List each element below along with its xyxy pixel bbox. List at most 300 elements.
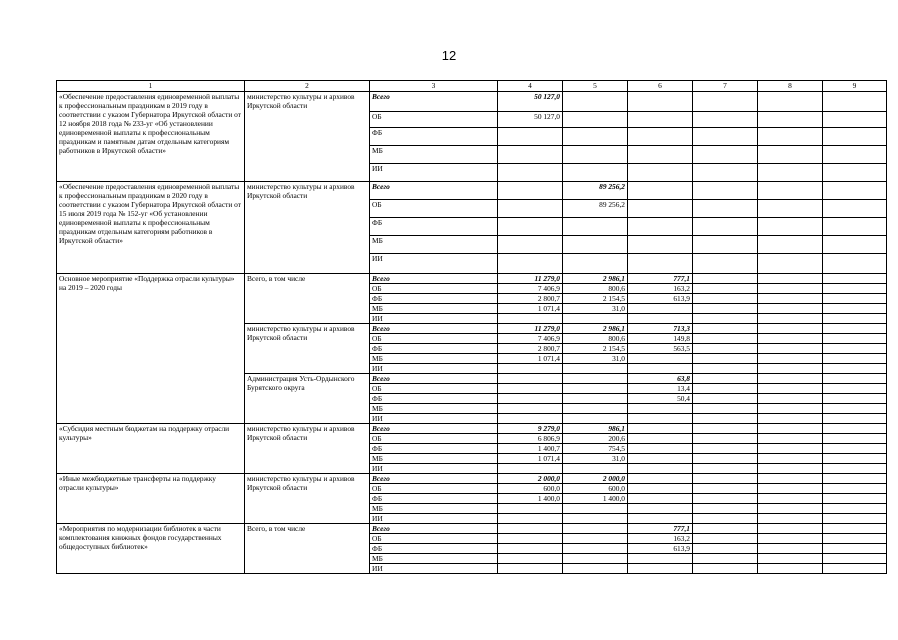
value-2019-cell — [498, 524, 563, 534]
executor-cell: Администрация Усть-Ордынского Бурятского округа — [245, 374, 370, 424]
value-2019-cell — [498, 218, 563, 236]
value-2019-cell — [498, 374, 563, 384]
value-col7-cell — [693, 474, 758, 484]
funding-source-cell: ИИ — [370, 314, 498, 324]
funding-source-cell: Всего — [370, 524, 498, 534]
value-col9-cell — [823, 218, 887, 236]
value-2021-cell — [628, 236, 693, 254]
funding-source-cell: ИИ — [370, 464, 498, 474]
value-2019-cell — [498, 534, 563, 544]
value-2021-cell — [628, 484, 693, 494]
value-col9-cell — [823, 334, 887, 344]
value-col7-cell — [693, 314, 758, 324]
value-2019-cell — [498, 414, 563, 424]
value-col8-cell — [758, 454, 823, 464]
value-2021-cell — [628, 444, 693, 454]
value-2020-cell — [563, 564, 628, 574]
page-number: 12 — [441, 48, 457, 63]
value-2020-cell — [563, 314, 628, 324]
value-2019-cell — [498, 504, 563, 514]
value-col8-cell — [758, 304, 823, 314]
value-2019-cell: 1 071,4 — [498, 454, 563, 464]
value-col7-cell — [693, 200, 758, 218]
header-cell: 7 — [693, 81, 758, 92]
value-col8-cell — [758, 394, 823, 404]
value-2019-cell: 11 279,0 — [498, 274, 563, 284]
value-2021-cell — [628, 434, 693, 444]
funding-source-cell: Всего — [370, 182, 498, 200]
funding-source-cell: Всего — [370, 424, 498, 434]
value-col7-cell — [693, 344, 758, 354]
value-2021-cell: 50,4 — [628, 394, 693, 404]
value-col7-cell — [693, 112, 758, 128]
executor-cell: министерство культуры и архивов Иркутской области — [245, 474, 370, 524]
table-row — [57, 274, 887, 284]
value-col7-cell — [693, 454, 758, 464]
value-col9-cell — [823, 534, 887, 544]
value-2019-cell — [498, 554, 563, 564]
value-col9-cell — [823, 554, 887, 564]
value-col8-cell — [758, 218, 823, 236]
value-2020-cell: 800,6 — [563, 284, 628, 294]
value-2019-cell — [498, 364, 563, 374]
value-2020-cell: 31,0 — [563, 454, 628, 464]
value-col8-cell — [758, 334, 823, 344]
funding-source-cell: МБ — [370, 504, 498, 514]
value-col7-cell — [693, 128, 758, 146]
table-row — [57, 92, 887, 112]
value-2020-cell — [563, 146, 628, 164]
value-col8-cell — [758, 514, 823, 524]
value-col7-cell — [693, 564, 758, 574]
value-2021-cell — [628, 564, 693, 574]
value-2020-cell: 31,0 — [563, 354, 628, 364]
value-2019-cell: 600,0 — [498, 484, 563, 494]
value-2021-cell: 613,9 — [628, 294, 693, 304]
value-col7-cell — [693, 92, 758, 112]
value-col8-cell — [758, 274, 823, 284]
funding-source-cell: МБ — [370, 354, 498, 364]
funding-source-cell: Всего — [370, 374, 498, 384]
value-col8-cell — [758, 464, 823, 474]
value-col7-cell — [693, 254, 758, 274]
value-2019-cell — [498, 464, 563, 474]
value-col7-cell — [693, 394, 758, 404]
value-col9-cell — [823, 354, 887, 364]
value-2020-cell — [563, 218, 628, 236]
value-2019-cell — [498, 564, 563, 574]
value-col8-cell — [758, 404, 823, 414]
value-col9-cell — [823, 494, 887, 504]
value-2020-cell: 2 154,5 — [563, 344, 628, 354]
value-2019-cell — [498, 200, 563, 218]
value-2021-cell — [628, 200, 693, 218]
funding-source-cell: ОБ — [370, 534, 498, 544]
funding-source-cell: Всего — [370, 92, 498, 112]
value-2019-cell — [498, 182, 563, 200]
funding-source-cell: ОБ — [370, 200, 498, 218]
value-2021-cell — [628, 112, 693, 128]
value-2020-cell — [563, 524, 628, 534]
value-2020-cell — [563, 128, 628, 146]
value-2019-cell: 2 800,7 — [498, 294, 563, 304]
value-col9-cell — [823, 514, 887, 524]
value-col7-cell — [693, 444, 758, 454]
value-col8-cell — [758, 494, 823, 504]
funding-source-cell: ОБ — [370, 384, 498, 394]
value-2020-cell — [563, 374, 628, 384]
value-col9-cell — [823, 504, 887, 514]
value-2020-cell — [563, 92, 628, 112]
funding-source-cell: ФБ — [370, 344, 498, 354]
value-2019-cell — [498, 164, 563, 182]
value-2021-cell: 63,8 — [628, 374, 693, 384]
value-2021-cell — [628, 304, 693, 314]
value-2021-cell — [628, 182, 693, 200]
funding-source-cell: ФБ — [370, 218, 498, 236]
value-col7-cell — [693, 146, 758, 164]
value-col8-cell — [758, 324, 823, 334]
value-col8-cell — [758, 484, 823, 494]
value-col8-cell — [758, 384, 823, 394]
value-2020-cell: 2 000,0 — [563, 474, 628, 484]
value-2019-cell: 7 406,9 — [498, 284, 563, 294]
value-2019-cell: 50 127,0 — [498, 92, 563, 112]
value-col7-cell — [693, 464, 758, 474]
value-2021-cell — [628, 254, 693, 274]
value-2021-cell — [628, 128, 693, 146]
value-col9-cell — [823, 128, 887, 146]
value-2021-cell — [628, 494, 693, 504]
value-2020-cell: 200,6 — [563, 434, 628, 444]
value-col9-cell — [823, 92, 887, 112]
value-2020-cell: 2 986,1 — [563, 274, 628, 284]
value-col9-cell — [823, 324, 887, 334]
value-col8-cell — [758, 534, 823, 544]
value-2021-cell: 563,5 — [628, 344, 693, 354]
value-col7-cell — [693, 182, 758, 200]
funding-source-cell: ФБ — [370, 494, 498, 504]
value-col9-cell — [823, 254, 887, 274]
value-2021-cell — [628, 218, 693, 236]
value-col8-cell — [758, 554, 823, 564]
value-col7-cell — [693, 514, 758, 524]
value-col7-cell — [693, 524, 758, 534]
value-2019-cell — [498, 146, 563, 164]
funding-source-cell: ОБ — [370, 284, 498, 294]
value-2021-cell — [628, 474, 693, 484]
value-col8-cell — [758, 564, 823, 574]
value-col8-cell — [758, 314, 823, 324]
value-2021-cell: 777,1 — [628, 274, 693, 284]
funding-source-cell: ОБ — [370, 484, 498, 494]
value-2019-cell — [498, 544, 563, 554]
value-col8-cell — [758, 444, 823, 454]
value-col9-cell — [823, 474, 887, 484]
header-cell: 5 — [563, 81, 628, 92]
event-name-cell: «Субсидия местным бюджетам на поддержку отрасли культуры» — [57, 424, 245, 474]
value-2019-cell: 6 806,9 — [498, 434, 563, 444]
header-cell: 8 — [758, 81, 823, 92]
value-col9-cell — [823, 284, 887, 294]
table-row — [57, 424, 887, 434]
value-2021-cell — [628, 364, 693, 374]
value-2021-cell: 777,1 — [628, 524, 693, 534]
value-col9-cell — [823, 524, 887, 534]
value-col8-cell — [758, 284, 823, 294]
value-2020-cell — [563, 164, 628, 182]
funding-source-cell: ФБ — [370, 394, 498, 404]
value-col7-cell — [693, 504, 758, 514]
value-2019-cell — [498, 254, 563, 274]
value-2019-cell: 1 400,0 — [498, 494, 563, 504]
value-2020-cell: 986,1 — [563, 424, 628, 434]
event-name-cell: «Обеспечение предоставления единовременной выплаты к профессиональным праздникам в 2019 году в соответствии с указом Губернатора Иркутской области от 12 ноября 2018 года № 233-уг «Об установлении единовременной выплаты к профессиональным праздникам и памятным датам отдельным категориям работников в Иркутской области» — [57, 92, 245, 182]
value-col9-cell — [823, 274, 887, 284]
value-col9-cell — [823, 236, 887, 254]
value-col9-cell — [823, 364, 887, 374]
value-col7-cell — [693, 284, 758, 294]
executor-cell: Всего, в том числе — [245, 274, 370, 324]
value-2021-cell — [628, 414, 693, 424]
value-col7-cell — [693, 544, 758, 554]
value-2020-cell — [563, 404, 628, 414]
value-col9-cell — [823, 454, 887, 464]
value-2020-cell — [563, 464, 628, 474]
value-col7-cell — [693, 334, 758, 344]
value-2021-cell: 713,3 — [628, 324, 693, 334]
header-cell: 3 — [370, 81, 498, 92]
value-2021-cell: 163,2 — [628, 284, 693, 294]
value-col7-cell — [693, 384, 758, 394]
value-2019-cell: 1 071,4 — [498, 354, 563, 364]
executor-cell: министерство культуры и архивов Иркутской области — [245, 92, 370, 182]
value-col8-cell — [758, 294, 823, 304]
value-2020-cell — [563, 384, 628, 394]
value-col8-cell — [758, 128, 823, 146]
event-name-cell: Основное мероприятие «Поддержка отрасли культуры» на 2019 – 2020 годы — [57, 274, 245, 424]
value-2020-cell — [563, 544, 628, 554]
header-cell: 9 — [823, 81, 887, 92]
table-row — [57, 524, 887, 534]
value-col9-cell — [823, 344, 887, 354]
value-col8-cell — [758, 254, 823, 274]
value-col9-cell — [823, 182, 887, 200]
value-2019-cell: 11 279,0 — [498, 324, 563, 334]
value-2019-cell — [498, 514, 563, 524]
value-col8-cell — [758, 344, 823, 354]
funding-source-cell: МБ — [370, 146, 498, 164]
value-2021-cell: 613,9 — [628, 544, 693, 554]
event-name-cell: «Обеспечение предоставления единовременной выплаты к профессиональным праздникам в 2020 году в соответствии с указом Губернатора Иркутской области от 15 июля 2019 года № 152-уг «Об установлении единовременной выплаты к профессиональным праздникам отдельным категориям работников в Иркутской области» — [57, 182, 245, 274]
value-col7-cell — [693, 354, 758, 364]
value-2019-cell — [498, 314, 563, 324]
value-2020-cell: 89 256,2 — [563, 182, 628, 200]
value-col8-cell — [758, 524, 823, 534]
value-2020-cell — [563, 254, 628, 274]
value-col8-cell — [758, 200, 823, 218]
value-2020-cell: 800,6 — [563, 334, 628, 344]
value-2020-cell — [563, 554, 628, 564]
value-2020-cell: 2 986,1 — [563, 324, 628, 334]
funding-source-cell: Всего — [370, 324, 498, 334]
value-2020-cell — [563, 504, 628, 514]
value-col9-cell — [823, 404, 887, 414]
funding-source-cell: ИИ — [370, 564, 498, 574]
event-name-cell: «Мероприятия по модернизации библиотек в части комплектования книжных фондов государственных общедоступных библиотек» — [57, 524, 245, 574]
budget-table — [56, 80, 887, 574]
value-col9-cell — [823, 544, 887, 554]
value-2019-cell — [498, 404, 563, 414]
value-col8-cell — [758, 374, 823, 384]
value-col7-cell — [693, 494, 758, 504]
funding-source-cell: ИИ — [370, 254, 498, 274]
funding-source-cell: ОБ — [370, 434, 498, 444]
value-col7-cell — [693, 304, 758, 314]
value-2020-cell: 754,5 — [563, 444, 628, 454]
funding-source-cell: Всего — [370, 274, 498, 284]
value-2020-cell — [563, 414, 628, 424]
value-col7-cell — [693, 218, 758, 236]
value-2021-cell — [628, 92, 693, 112]
value-2019-cell — [498, 384, 563, 394]
value-2019-cell — [498, 394, 563, 404]
value-2020-cell — [563, 534, 628, 544]
value-col9-cell — [823, 424, 887, 434]
value-col8-cell — [758, 504, 823, 514]
value-2021-cell: 149,8 — [628, 334, 693, 344]
value-col7-cell — [693, 274, 758, 284]
funding-source-cell: ОБ — [370, 112, 498, 128]
value-col9-cell — [823, 564, 887, 574]
table-row — [57, 182, 887, 200]
value-col8-cell — [758, 92, 823, 112]
event-name-cell: «Иные межбюджетные трансферты на поддержку отрасли культуры» — [57, 474, 245, 524]
value-col8-cell — [758, 112, 823, 128]
value-col9-cell — [823, 394, 887, 404]
value-col9-cell — [823, 374, 887, 384]
value-col8-cell — [758, 164, 823, 182]
value-col7-cell — [693, 414, 758, 424]
value-col7-cell — [693, 374, 758, 384]
value-col9-cell — [823, 112, 887, 128]
table-row — [57, 474, 887, 484]
funding-source-cell: МБ — [370, 404, 498, 414]
funding-source-cell: ОБ — [370, 334, 498, 344]
value-col8-cell — [758, 434, 823, 444]
value-col8-cell — [758, 424, 823, 434]
executor-cell: министерство культуры и архивов Иркутской области — [245, 324, 370, 374]
value-2021-cell — [628, 464, 693, 474]
funding-source-cell: ФБ — [370, 444, 498, 454]
value-2021-cell: 13,4 — [628, 384, 693, 394]
funding-source-cell: ИИ — [370, 364, 498, 374]
value-2021-cell — [628, 354, 693, 364]
value-col9-cell — [823, 146, 887, 164]
value-col8-cell — [758, 414, 823, 424]
value-2019-cell: 7 406,9 — [498, 334, 563, 344]
value-2019-cell: 2 800,7 — [498, 344, 563, 354]
value-col9-cell — [823, 200, 887, 218]
value-col8-cell — [758, 544, 823, 554]
value-2020-cell — [563, 236, 628, 254]
value-col9-cell — [823, 484, 887, 494]
value-col7-cell — [693, 434, 758, 444]
value-2020-cell — [563, 394, 628, 404]
value-2021-cell — [628, 514, 693, 524]
value-col7-cell — [693, 534, 758, 544]
value-2020-cell — [563, 112, 628, 128]
header-cell: 1 — [57, 81, 245, 92]
value-2020-cell: 89 256,2 — [563, 200, 628, 218]
value-2020-cell: 31,0 — [563, 304, 628, 314]
funding-source-cell: ИИ — [370, 164, 498, 182]
value-2021-cell — [628, 424, 693, 434]
value-2021-cell — [628, 554, 693, 564]
value-2021-cell — [628, 454, 693, 464]
value-2021-cell: 163,2 — [628, 534, 693, 544]
executor-cell: министерство культуры и архивов Иркутской области — [245, 182, 370, 274]
funding-source-cell: МБ — [370, 236, 498, 254]
funding-source-cell: ИИ — [370, 514, 498, 524]
value-col7-cell — [693, 554, 758, 564]
value-col7-cell — [693, 164, 758, 182]
value-2019-cell: 50 127,0 — [498, 112, 563, 128]
funding-source-cell: Всего — [370, 474, 498, 484]
value-2019-cell: 2 000,0 — [498, 474, 563, 484]
funding-source-cell: МБ — [370, 454, 498, 464]
funding-source-cell: ФБ — [370, 544, 498, 554]
value-col9-cell — [823, 294, 887, 304]
value-2019-cell — [498, 236, 563, 254]
value-2020-cell: 1 400,0 — [563, 494, 628, 504]
header-cell: 6 — [628, 81, 693, 92]
value-col8-cell — [758, 236, 823, 254]
funding-source-cell: ФБ — [370, 294, 498, 304]
value-2021-cell — [628, 404, 693, 414]
funding-source-cell: МБ — [370, 554, 498, 564]
value-col9-cell — [823, 384, 887, 394]
value-col7-cell — [693, 404, 758, 414]
value-col9-cell — [823, 304, 887, 314]
value-2021-cell — [628, 164, 693, 182]
value-col8-cell — [758, 364, 823, 374]
funding-source-cell: ФБ — [370, 128, 498, 146]
value-col7-cell — [693, 364, 758, 374]
executor-cell: министерство культуры и архивов Иркутской области — [245, 424, 370, 474]
value-2020-cell — [563, 364, 628, 374]
value-col7-cell — [693, 484, 758, 494]
value-2020-cell: 2 154,5 — [563, 294, 628, 304]
value-col8-cell — [758, 474, 823, 484]
value-2021-cell — [628, 504, 693, 514]
funding-source-cell: ИИ — [370, 414, 498, 424]
value-2019-cell: 1 400,7 — [498, 444, 563, 454]
value-2020-cell: 600,0 — [563, 484, 628, 494]
value-col9-cell — [823, 314, 887, 324]
value-col9-cell — [823, 434, 887, 444]
value-col7-cell — [693, 236, 758, 254]
value-2019-cell: 1 071,4 — [498, 304, 563, 314]
value-col7-cell — [693, 424, 758, 434]
value-2021-cell — [628, 314, 693, 324]
value-2021-cell — [628, 146, 693, 164]
funding-source-cell: МБ — [370, 304, 498, 314]
value-2019-cell — [498, 128, 563, 146]
value-col8-cell — [758, 182, 823, 200]
value-col7-cell — [693, 324, 758, 334]
header-cell: 2 — [245, 81, 370, 92]
